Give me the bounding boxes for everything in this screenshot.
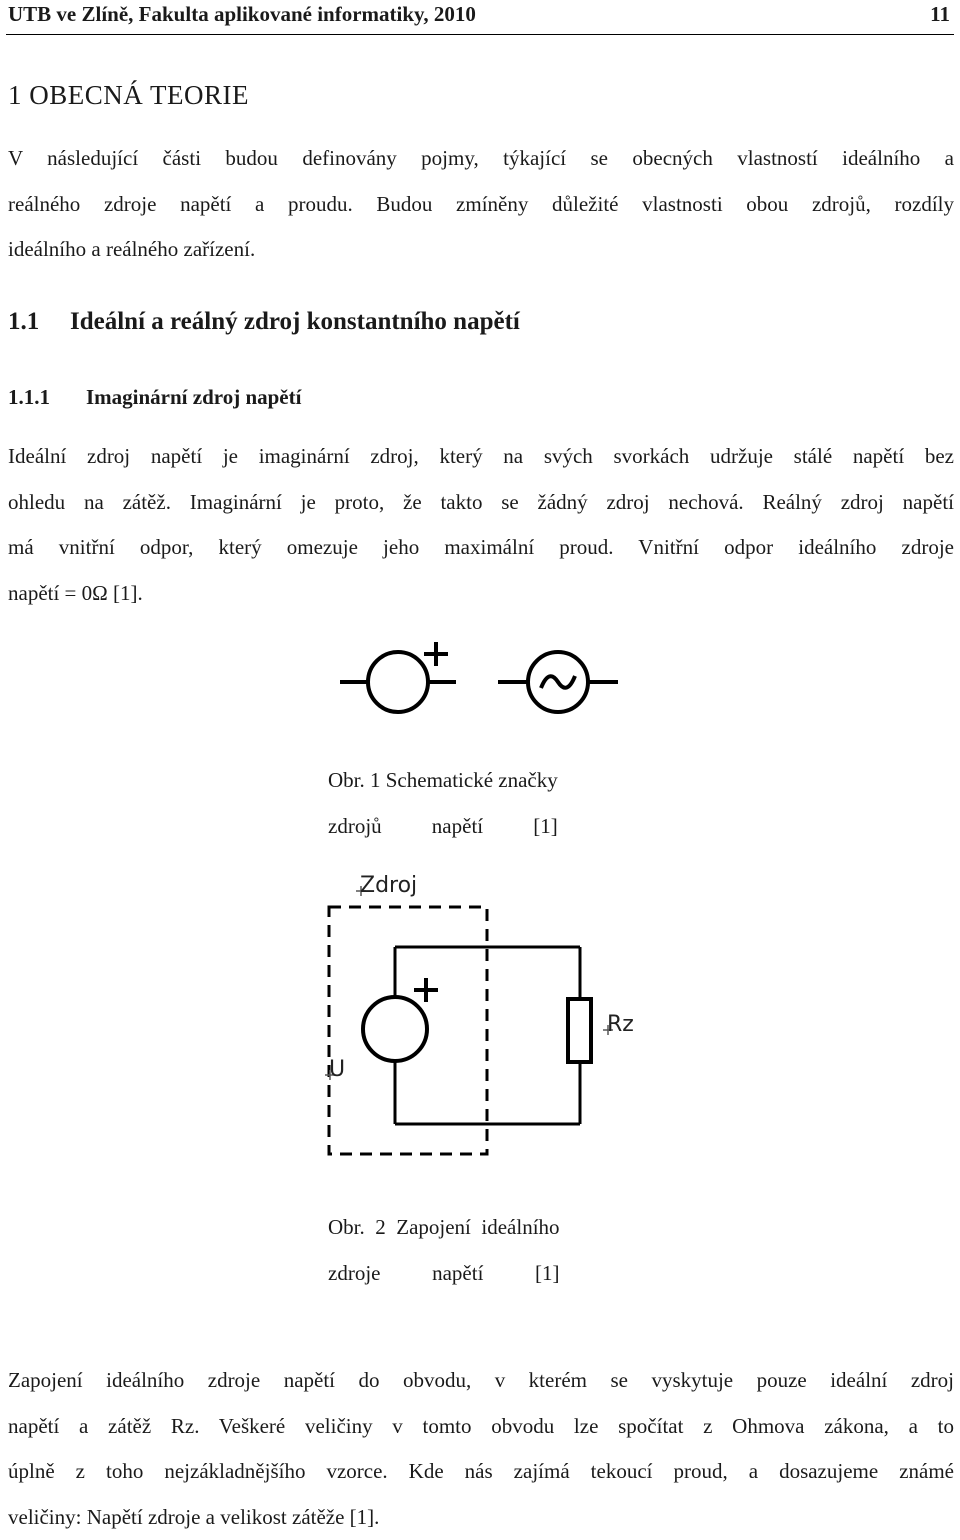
text-line: reálného zdroje napětí a proudu. Budou zmíněny důležité vlastnosti obou zdrojů, rozdíly xyxy=(8,182,954,228)
load-resistor-symbol xyxy=(568,999,591,1062)
source-label: Zdroj xyxy=(360,873,417,898)
text-line: má vnitřní odpor, který omezuje jeho maximální proud. Vnitřní odpor ideálního zdroje xyxy=(8,525,954,571)
text-line: Zapojení ideálního zdroje napětí do obvodu, v kterém se vyskytuje pouze ideální zdroj xyxy=(8,1358,954,1404)
figure-2-circuit-diagram xyxy=(320,862,660,1162)
figure-1-schematic-symbols xyxy=(330,632,630,732)
intro-paragraph xyxy=(8,136,954,273)
figure-2-caption xyxy=(328,1204,560,1296)
running-header-title: UTB ve Zlíně, Fakulta aplikované informatiky, 2010 xyxy=(8,2,476,27)
voltage-source-symbol xyxy=(363,997,427,1061)
section-heading xyxy=(8,308,520,336)
section-title: Ideální a reálný zdroj konstantního napětí xyxy=(70,308,520,335)
ac-voltage-source-symbol xyxy=(498,652,618,712)
subsection-title: Imaginární zdroj napětí xyxy=(86,385,301,409)
text-line: V následující části budou definovány pojmy, týkající se obecných vlastností ideálního a xyxy=(8,136,954,182)
plus-sign-icon xyxy=(414,978,438,1002)
subsection-number: 1.1.1 xyxy=(8,385,86,410)
text-line: Ideální zdroj napětí je imaginární zdroj, který na svých svorkách udržuje stálé napětí bez xyxy=(8,434,954,480)
caption-line: Obr. 1 Schematické značky xyxy=(328,757,558,803)
closing-paragraph xyxy=(8,1358,954,1540)
subsection-paragraph xyxy=(8,434,954,616)
text-line: napětí = 0Ω [1]. xyxy=(8,571,954,617)
text-line: úplně z toho nejzákladnějšího vzorce. Kde nás zajímá tekoucí proud, a dosazujeme známé xyxy=(8,1449,954,1495)
page-number: 11 xyxy=(930,2,950,27)
figure-1-caption xyxy=(328,757,558,849)
section-number: 1.1 xyxy=(8,308,70,336)
load-label: Rz xyxy=(607,1012,634,1037)
text-line: veličiny: Napětí zdroje a velikost zátěže [1]. xyxy=(8,1495,954,1540)
text-line: ohledu na zátěž. Imaginární je proto, že takto se žádný zdroj nechová. Reálný zdroj napětí xyxy=(8,480,954,526)
dc-voltage-source-symbol xyxy=(340,642,456,712)
caption-line: zdroje napětí [1] xyxy=(328,1250,560,1296)
chapter-heading: 1 OBECNÁ TEORIE xyxy=(8,80,249,111)
text-line: ideálního a reálného zařízení. xyxy=(8,227,954,273)
caption-line: zdrojů napětí [1] xyxy=(328,803,558,849)
text-line: napětí a zátěž Rz. Veškeré veličiny v tomto obvodu lze spočítat z Ohmova zákona, a to xyxy=(8,1404,954,1450)
source-boundary-box xyxy=(329,907,487,1154)
subsection-heading xyxy=(8,385,301,410)
voltage-label: U xyxy=(329,1057,345,1082)
caption-line: Obr. 2 Zapojení ideálního xyxy=(328,1204,560,1250)
header-rule xyxy=(6,34,954,35)
